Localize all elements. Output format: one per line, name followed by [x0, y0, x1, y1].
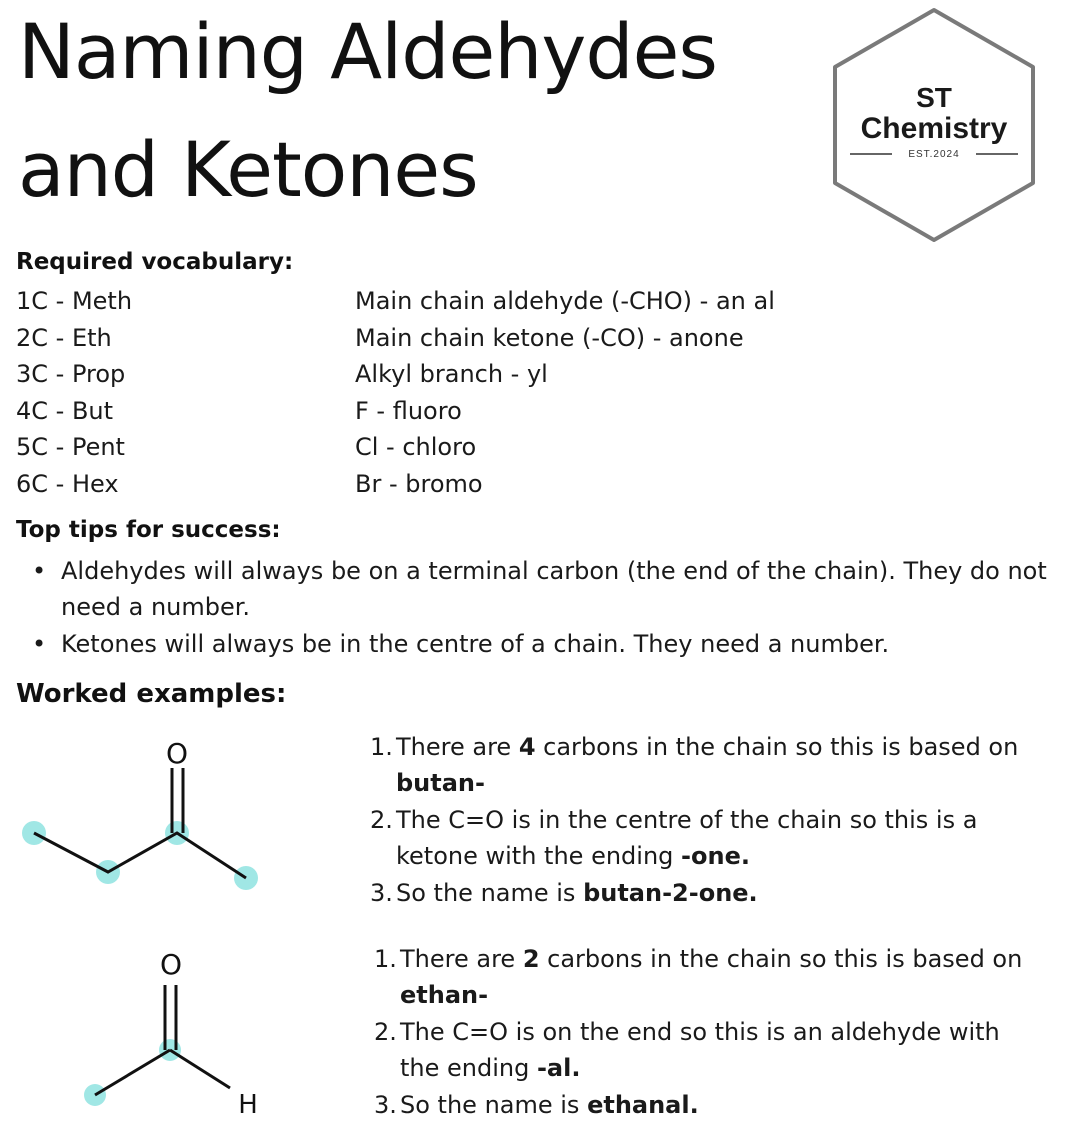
- step-bold: ethanal.: [587, 1090, 699, 1119]
- step-text: carbons in the chain so this is based on: [539, 945, 1023, 973]
- list-item: [374, 941, 1024, 1014]
- bullet-icon: •: [32, 630, 47, 658]
- carbon-chain-bonds: [34, 833, 246, 878]
- tip-text: Ketones will always be in the centre of a chain. They need a number.: [61, 630, 890, 658]
- list-item: [32, 626, 1080, 662]
- oxygen-atom-label: O: [159, 948, 183, 981]
- list-item: Br - bromo: [355, 469, 483, 498]
- step-number: 3.: [370, 878, 393, 907]
- worked-examples-heading: Worked examples:: [16, 679, 287, 709]
- list-item: [374, 1014, 1024, 1087]
- step-number: 1.: [370, 733, 393, 761]
- naming-terms-list: [355, 283, 775, 503]
- step-text: The C=O is on the end so this is an aldehyde with the ending: [400, 1017, 1000, 1083]
- list-item: Main chain aldehyde (-CHO) - an al: [355, 287, 775, 315]
- page-title-line-1: Naming Aldehydes: [18, 7, 717, 96]
- step-bold: butan-2-one.: [583, 878, 758, 907]
- bullet-icon: •: [32, 557, 47, 585]
- list-item: 1C - Meth: [16, 287, 133, 315]
- list-item: [370, 729, 1060, 802]
- butanone-structure: [10, 730, 280, 900]
- step-text: carbons in the chain so this is based on: [535, 733, 1019, 761]
- list-item: Main chain ketone (-CO) - anone: [355, 323, 744, 352]
- list-item: 2C - Eth: [16, 323, 112, 352]
- list-item: [374, 1087, 1024, 1123]
- hydrogen-atom-label: H: [238, 1090, 258, 1120]
- tips-heading: Top tips for success:: [16, 517, 281, 543]
- step-bold: butan-: [396, 769, 485, 798]
- step-text: The C=O is in the centre of the chain so this is a ketone with the ending: [396, 805, 978, 871]
- step-bold: -one.: [681, 842, 750, 871]
- logo-st-text: ST: [916, 82, 952, 113]
- oxygen-atom-label: O: [165, 737, 189, 770]
- step-bold: 4: [518, 733, 536, 761]
- step-bold: 2: [522, 945, 540, 973]
- list-item: 6C - Hex: [16, 469, 119, 498]
- list-item: F - fluoro: [355, 396, 462, 425]
- list-item: [370, 802, 1060, 875]
- step-number: 3.: [374, 1090, 397, 1119]
- example-1-steps: [370, 729, 1060, 911]
- step-text: There are: [400, 945, 523, 973]
- carbon-hydrogen-bond: [170, 1050, 230, 1088]
- tips-list: [32, 553, 1080, 663]
- list-item: Cl - chloro: [355, 433, 477, 462]
- step-text: So the name is: [400, 1090, 588, 1119]
- step-number: 2.: [370, 805, 393, 834]
- step-bold: ethan-: [400, 981, 489, 1010]
- list-item: [370, 875, 1060, 911]
- step-number: 2.: [374, 1017, 397, 1046]
- list-item: 4C - But: [16, 396, 114, 425]
- vocab-heading: Required vocabulary:: [16, 249, 294, 275]
- carbon-carbon-bond: [95, 1050, 170, 1095]
- example-2-steps: [374, 941, 1024, 1123]
- list-item: 3C - Prop: [16, 360, 126, 389]
- ethanal-structure: [70, 940, 280, 1125]
- carbon-prefix-list: [16, 283, 132, 503]
- step-bold: -al.: [536, 1054, 581, 1083]
- tip-text: Aldehydes will always be on a terminal carbon (the end of the chain). They do not need a number.: [61, 557, 1047, 621]
- logo-est-text: EST.2024: [908, 149, 960, 160]
- step-number: 1.: [374, 945, 397, 973]
- step-text: So the name is: [396, 878, 584, 907]
- list-item: [32, 553, 1080, 625]
- logo-chemistry-text: Chemistry: [860, 112, 1008, 145]
- list-item: Alkyl branch - yl: [355, 360, 548, 389]
- st-chemistry-logo: [830, 6, 1038, 244]
- step-text: There are: [396, 733, 519, 761]
- list-item: 5C - Pent: [16, 433, 125, 462]
- page-title-line-2: and Ketones: [18, 125, 478, 214]
